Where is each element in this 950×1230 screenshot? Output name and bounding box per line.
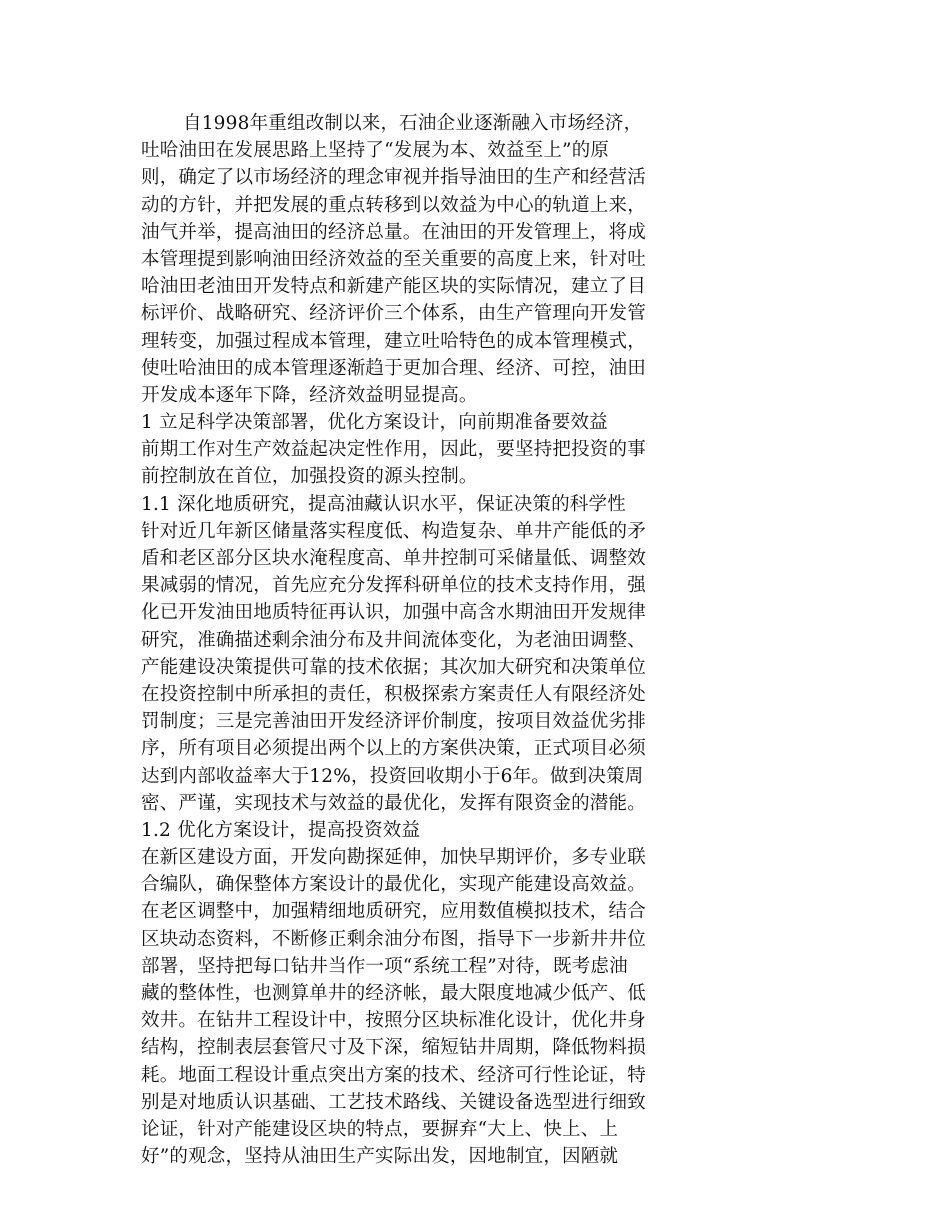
text-line: 藏的整体性，也测算单井的经济帐，最大限度地减少低产、低: [141, 983, 646, 1004]
text-line: 达到内部收益率大于12%，投资回收期小于6年。做到决策周: [141, 765, 644, 787]
text-line: 在投资控制中所承担的责任，积极探索方案责任人有限经济处: [141, 683, 646, 705]
text-line: 盾和老区部分区块水淹程度高、单井控制可采储量低、调整效: [141, 548, 646, 569]
text-line: 罚制度；三是完善油田开发经济评价制度，按项目效益优劣排: [141, 711, 646, 733]
text-line: 油气并举，提高油田的经济总量。在油田的开发管理上，将成: [141, 221, 646, 243]
text-line: 结构，控制表层套管尺寸及下深，缩短钻井周期，降低物料损: [141, 1037, 646, 1059]
text-line: 产能建设决策提供可靠的技术依据；其次加大研究和决策单位: [141, 656, 646, 678]
text-line: 研究，准确描述剩余油分布及井间流体变化，为老油田调整、: [141, 629, 646, 651]
text-line: 自1998年重组改制以来，石油企业逐渐融入市场经济，: [183, 113, 643, 134]
section-1-paragraph: [141, 436, 741, 490]
text-line: 哈油田老油田开发特点和新建产能区块的实际情况，建立了目: [141, 276, 646, 298]
text-line: 动的方针，并把发展的重点转移到以效益为中心的轨道上来，: [141, 194, 646, 216]
text-line: 标评价、战略研究、经济评价三个体系，由生产管理向开发管: [141, 303, 646, 325]
section-heading-1-2: 1.2 优化方案设计，提高投资效益: [141, 819, 421, 841]
section-heading-1: 1 立足科学决策部署，优化方案设计，向前期准备要效益: [141, 412, 608, 434]
document-page: [141, 110, 741, 1170]
text-line: 区块动态资料，不断修正剩余油分布图，指导下一步新井井位: [141, 928, 646, 950]
text-line: 开发成本逐年下降，经济效益明显提高。: [141, 384, 478, 406]
text-line: 使吐哈油田的成本管理逐渐趋于更加合理、经济、可控，油田: [141, 357, 646, 379]
text-line: 别是对地质认识基础、工艺技术路线、关键设备选型进行细致: [141, 1091, 646, 1113]
text-line: 本管理提到影响油田经济效益的至关重要的高度上来，针对吐: [141, 248, 646, 270]
text-line: 前期工作对生产效益起决定性作用，因此，要坚持把投资的事: [141, 439, 646, 461]
text-line: 好”的观念，坚持从油田生产实际出发，因地制宜，因陋就: [141, 1146, 619, 1168]
text-line: 部署，坚持把每口钻井当作一项“系统工程”对待，既考虑油: [141, 955, 628, 977]
section-1-1-paragraph: [141, 518, 741, 817]
section-1-2-paragraph: [141, 844, 741, 1170]
text-line: 果减弱的情况，首先应充分发挥科研单位的技术支持作用，强: [141, 575, 646, 597]
text-line: 在老区调整中，加强精细地质研究，应用数值模拟技术，结合: [141, 901, 646, 923]
text-line: 合编队，确保整体方案设计的最优化，实现产能建设高效益。: [141, 874, 646, 896]
intro-paragraph: [141, 110, 741, 409]
text-line: 论证，针对产能建设区块的特点，要摒弃“大上、快上、上: [141, 1118, 619, 1140]
text-line: 序，所有项目必须提出两个以上的方案供决策，正式项目必须: [141, 738, 646, 760]
text-line: 则，确定了以市场经济的理念审视并指导油田的生产和经营活: [141, 167, 646, 189]
text-line: 在新区建设方面，开发向勘探延伸，加快早期评价，多专业联: [141, 847, 646, 869]
text-line: 耗。地面工程设计重点突出方案的技术、经济可行性论证，特: [141, 1064, 646, 1086]
text-line: 化已开发油田地质特征再认识，加强中高含水期油田开发规律: [141, 602, 646, 624]
text-line: 理转变，加强过程成本管理，建立吐哈特色的成本管理模式，: [141, 330, 646, 352]
text-line: 效井。在钻井工程设计中，按照分区块标准化设计，优化井身: [141, 1010, 646, 1032]
text-line: 针对近几年新区储量落实程度低、构造复杂、单井产能低的矛: [141, 520, 646, 542]
text-line: 吐哈油田在发展思路上坚持了“发展为本、效益至上”的原: [141, 140, 610, 162]
section-heading-1-1: 1.1 深化地质研究，提高油藏认识水平，保证决策的科学性: [141, 493, 626, 515]
text-line: 前控制放在首位，加强投资的源头控制。: [141, 466, 478, 488]
text-line: 密、严谨，实现技术与效益的最优化，发挥有限资金的潜能。: [141, 792, 646, 814]
